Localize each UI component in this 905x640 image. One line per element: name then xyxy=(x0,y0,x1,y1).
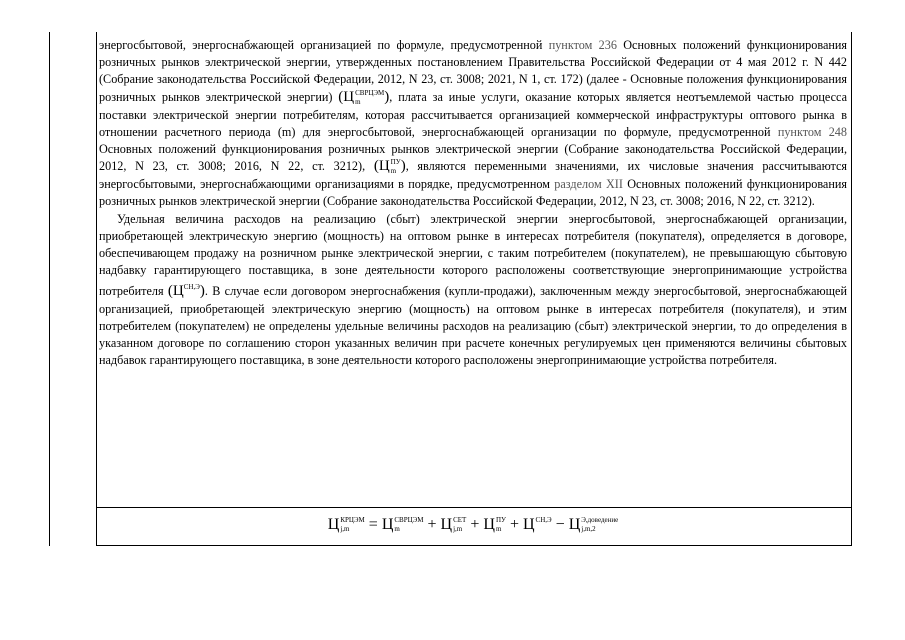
superscript: СВРЦЭМ xyxy=(394,516,424,524)
symbol-c: Ц xyxy=(381,516,394,533)
index-stack xyxy=(581,516,618,534)
symbol-c: Ц xyxy=(378,158,390,175)
symbol-c: Ц xyxy=(522,516,535,533)
index-stack xyxy=(394,516,423,534)
link-punkt-236[interactable]: пунктом 236 xyxy=(548,38,617,52)
subscript: m xyxy=(394,525,400,533)
document-body xyxy=(99,37,847,369)
link-punkt-248[interactable]: пунктом 248 xyxy=(777,124,847,139)
paren: ) xyxy=(199,283,205,300)
symbol-c: Ц xyxy=(440,516,453,533)
index-stack xyxy=(355,89,384,107)
left-margin-line xyxy=(49,32,50,546)
plus-sign: + xyxy=(505,516,523,533)
text-run: , плата за иные услуги, оказание которых является неотъемлемой частью процесса поставки электрической энергии потребителям, которая рассчитывается организацией коммерческой инфраструктуры оптового рынка в отношении расчетного периода (m) для энергосбытовой, энергоснабжающей организации по формуле, предусмотренной xyxy=(99,89,847,139)
symbol-c: Ц xyxy=(483,516,495,533)
symbol-c: Ц xyxy=(172,283,184,300)
text-left-border xyxy=(96,32,97,546)
equals-sign: = xyxy=(364,516,382,533)
minus-sign: − xyxy=(551,516,569,533)
index-stack xyxy=(536,516,552,534)
subscript: m xyxy=(390,167,397,176)
subscript: m xyxy=(355,97,361,106)
formula-krcem xyxy=(99,510,847,540)
index-stack xyxy=(340,516,364,534)
index-stack xyxy=(453,516,466,534)
formula-divider xyxy=(96,507,852,508)
text-run: Удельная величина расходов на реализацию (сбыт) электрической энергии энергосбытовой, энергоснабжающей организации, приобретающей электрическую энергию (мощность) на оптовом рынке в интересах потребителя (покупателя), определяется в договоре, обеспечивающем продажу на розничном рынке электрической энергии, с таким потребителем (покупателем), не превышающую сбытовую надбавку гарантирующего поставщика, в зоне деятельности которого расположены соответствующие энергопринимающие устройства потребителя xyxy=(99,211,847,299)
superscript: СН,Э xyxy=(183,283,200,292)
subscript: j,m,2 xyxy=(581,525,596,533)
paren: ) xyxy=(400,158,406,175)
superscript: СЕТ xyxy=(453,516,467,524)
index-stack xyxy=(391,158,401,176)
subscript: j,m xyxy=(340,525,350,533)
superscript: СВРЦЭМ xyxy=(355,88,385,97)
text-run: Основных положений функционирования розничных рынков электрической энергии (Собрание законодательства Российской Федерации, 2012, N 23, ст. 3008; 2016, N 22, ст. 3212), xyxy=(99,142,847,174)
superscript: ПУ xyxy=(495,516,506,524)
index-stack xyxy=(496,516,506,534)
paren: ( xyxy=(338,88,344,105)
text-run: . В случае если договором энергоснабжения (купли-продажи), заключенным между энергосбытовой, энергоснабжающей организацией, приобретающей электрическую энергию (мощность) на оптовом рынке в интересах потребителя (покупателя), и этим потребителем (покупателем) не определены удельные величины расходов на реализацию (сбыт) электрической энергии, то до определения в указанном договоре по соглашению сторон указанных величин при расчете конечных регулируемых цен применяются величины сбытовых надбавок гарантирующего поставщика, в зоне деятельности которого расположены энергопринимающие устройства потребителя. xyxy=(99,284,847,368)
superscript: ПУ xyxy=(390,158,401,167)
superscript: КРЦЭМ xyxy=(340,516,365,524)
formula-symbol-sne xyxy=(168,283,205,299)
paren: ( xyxy=(167,283,173,300)
paragraph-1 xyxy=(99,37,847,211)
symbol-c: Ц xyxy=(327,516,340,533)
paren: ) xyxy=(384,88,390,105)
subscript: j,m xyxy=(453,525,463,533)
text-right-border xyxy=(851,32,852,546)
formula-symbol-pu xyxy=(374,158,406,174)
formula-symbol-svrcem xyxy=(338,89,389,105)
superscript: СН,Э xyxy=(535,516,552,524)
text-run: Основных положений функционирования розничных рынков электрической энергии (Собрание законодательства Российской Федерации, 2012, N 23, ст. 3008; 2016, N 22, ст. 3212). xyxy=(99,177,847,209)
symbol-c: Ц xyxy=(568,516,581,533)
symbol-c: Ц xyxy=(343,88,355,105)
text-run: , являются переменными значениями, их числовые значения рассчитываются энергосбытовыми, энергоснабжающими организациями в порядке, предусмотренном xyxy=(99,159,847,192)
text-run: энергосбытовой, энергоснабжающей организацией по формуле, предусмотренной xyxy=(99,38,549,52)
text-run: Основных положений функционирования розничных рынков электрической энергии, утвержденных постановлением Правительства Российской Федерации от 4 мая 2012 г. N 442 (Собрание законодательства Российской Федерации, 2012, N 23, ст. 3008; 2021, N 1, ст. 172) (далее - Основные положения функционирования розничных рынков электрической энергии) xyxy=(99,38,848,104)
paragraph-2 xyxy=(99,211,847,370)
subscript: m xyxy=(495,525,502,533)
bottom-border xyxy=(96,545,852,546)
plus-sign: + xyxy=(466,516,484,533)
plus-sign: + xyxy=(423,516,441,533)
superscript: Э,доведение xyxy=(581,516,619,524)
paren: ( xyxy=(373,158,379,175)
link-razdel-xii[interactable]: разделом XII xyxy=(554,177,623,192)
